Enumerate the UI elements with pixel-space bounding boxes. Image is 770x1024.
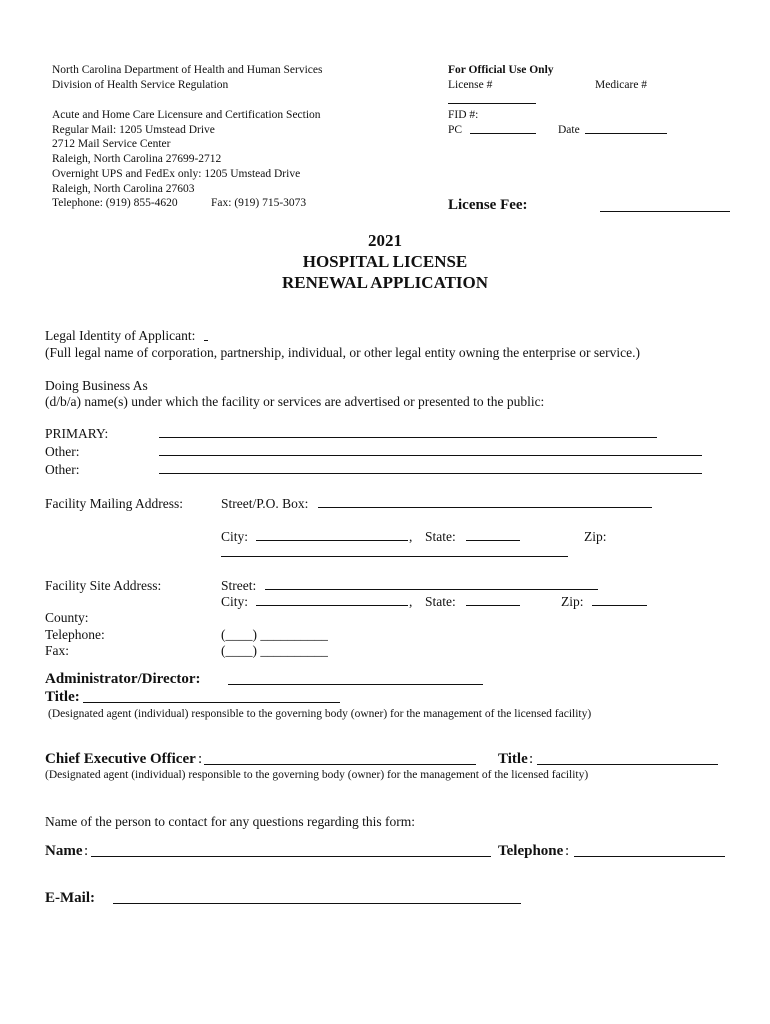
site-fax-field[interactable]: (____) __________ [221,643,328,658]
ceo-note: (Designated agent (individual) responsible to the governing body (owner) for the management of the licensed facility) [45,769,589,781]
contact-telephone-colon: : [565,843,570,859]
license-fee-line [600,211,730,212]
site-zip-label: Zip: [561,594,584,609]
dba-other1-field[interactable] [159,455,702,456]
legal-identity-note: (Full legal name of corporation, partnership, individual, or other legal entity owning the enterprise or service.) [45,345,640,360]
dba-note: (d/b/a) name(s) under which the facility or services are advertised or presented to the public: [45,394,545,409]
site-city-label: City: [221,594,249,609]
overnight-address: Overnight UPS and FedEx only: 1205 Umstead Drive [52,168,301,180]
site-street-field[interactable] [265,589,598,590]
form-subtitle: RENEWAL APPLICATION [281,273,489,292]
ceo-title-colon: : [529,751,534,767]
administrator-title-field[interactable] [83,702,340,703]
legal-identity-label: Legal Identity of Applicant: [45,328,196,343]
license-fee-label: License Fee: [448,197,528,213]
contact-prompt: Name of the person to contact for any questions regarding this form: [45,814,416,829]
mailing-city-field[interactable] [256,540,408,541]
agency-telephone: Telephone: (919) 855-4620 [52,197,178,209]
ceo-title-label: Title [498,751,528,767]
contact-name-label: Name [45,843,83,859]
license-number-label: License # [448,79,493,91]
date-label: Date [558,124,580,136]
site-fax-label: Fax: [45,643,70,658]
contact-email-field[interactable] [113,903,521,904]
site-street-label: Street: [221,578,257,593]
mailing-state-label: State: [425,529,456,544]
license-number-line [448,103,536,104]
site-city-field[interactable] [256,605,408,606]
contact-email-label: E-Mail: [45,890,95,906]
official-use-heading: For Official Use Only [448,64,554,76]
fid-label: FID #: [448,109,479,121]
dba-primary-field[interactable] [159,437,657,438]
pc-label: PC [448,124,463,136]
ceo-title-field[interactable] [537,764,718,765]
site-telephone-field[interactable]: (____) __________ [221,627,328,642]
dba-label: Doing Business As [45,378,148,393]
ceo-colon: : [198,751,203,767]
site-address-label: Facility Site Address: [45,578,162,593]
dba-primary-label: PRIMARY: [45,426,109,441]
administrator-field[interactable] [228,684,483,685]
mailing-state-field[interactable] [466,540,520,541]
form-year: 2021 [368,231,402,250]
contact-name-field[interactable] [91,856,491,857]
site-comma: , [409,594,413,609]
dba-other2-field[interactable] [159,473,702,474]
mailing-street-field[interactable] [318,507,652,508]
dba-other2-label: Other: [45,462,80,477]
overnight-city-zip: Raleigh, North Carolina 27603 [52,183,195,195]
county-label: County: [45,610,89,625]
administrator-title-label: Title: [45,689,80,705]
administrator-label: Administrator/Director: [45,671,201,687]
pc-line [470,133,536,134]
mail-service-center: 2712 Mail Service Center [52,138,171,150]
regular-mail-address: Regular Mail: 1205 Umstead Drive [52,124,215,136]
mailing-comma: , [409,529,413,544]
contact-telephone-label: Telephone [498,843,564,859]
mailing-address-label: Facility Mailing Address: [45,496,183,511]
medicare-number-label: Medicare # [595,79,648,91]
site-state-field[interactable] [466,605,520,606]
site-zip-field[interactable] [592,605,647,606]
mailing-zip-label: Zip: [584,529,607,544]
form-title: HOSPITAL LICENSE [302,252,468,271]
contact-name-colon: : [84,843,89,859]
mailing-zip-field[interactable] [221,556,568,557]
agency-city-zip: Raleigh, North Carolina 27699-2712 [52,153,222,165]
agency-fax: Fax: (919) 715-3073 [211,197,307,209]
administrator-note: (Designated agent (individual) responsible to the governing body (owner) for the management of the licensed facility) [48,708,592,720]
dba-other1-label: Other: [45,444,80,459]
mailing-city-label: City: [221,529,249,544]
ceo-label: Chief Executive Officer [45,751,196,767]
site-telephone-label: Telephone: [45,627,105,642]
date-line [585,133,667,134]
legal-identity-field[interactable] [204,340,208,341]
contact-telephone-field[interactable] [574,856,725,857]
agency-name: North Carolina Department of Health and Human Services [52,64,323,76]
mailing-street-label: Street/P.O. Box: [221,496,309,511]
site-state-label: State: [425,594,456,609]
ceo-field[interactable] [204,764,476,765]
section-name: Acute and Home Care Licensure and Certification Section [52,109,321,121]
division-name: Division of Health Service Regulation [52,79,229,91]
